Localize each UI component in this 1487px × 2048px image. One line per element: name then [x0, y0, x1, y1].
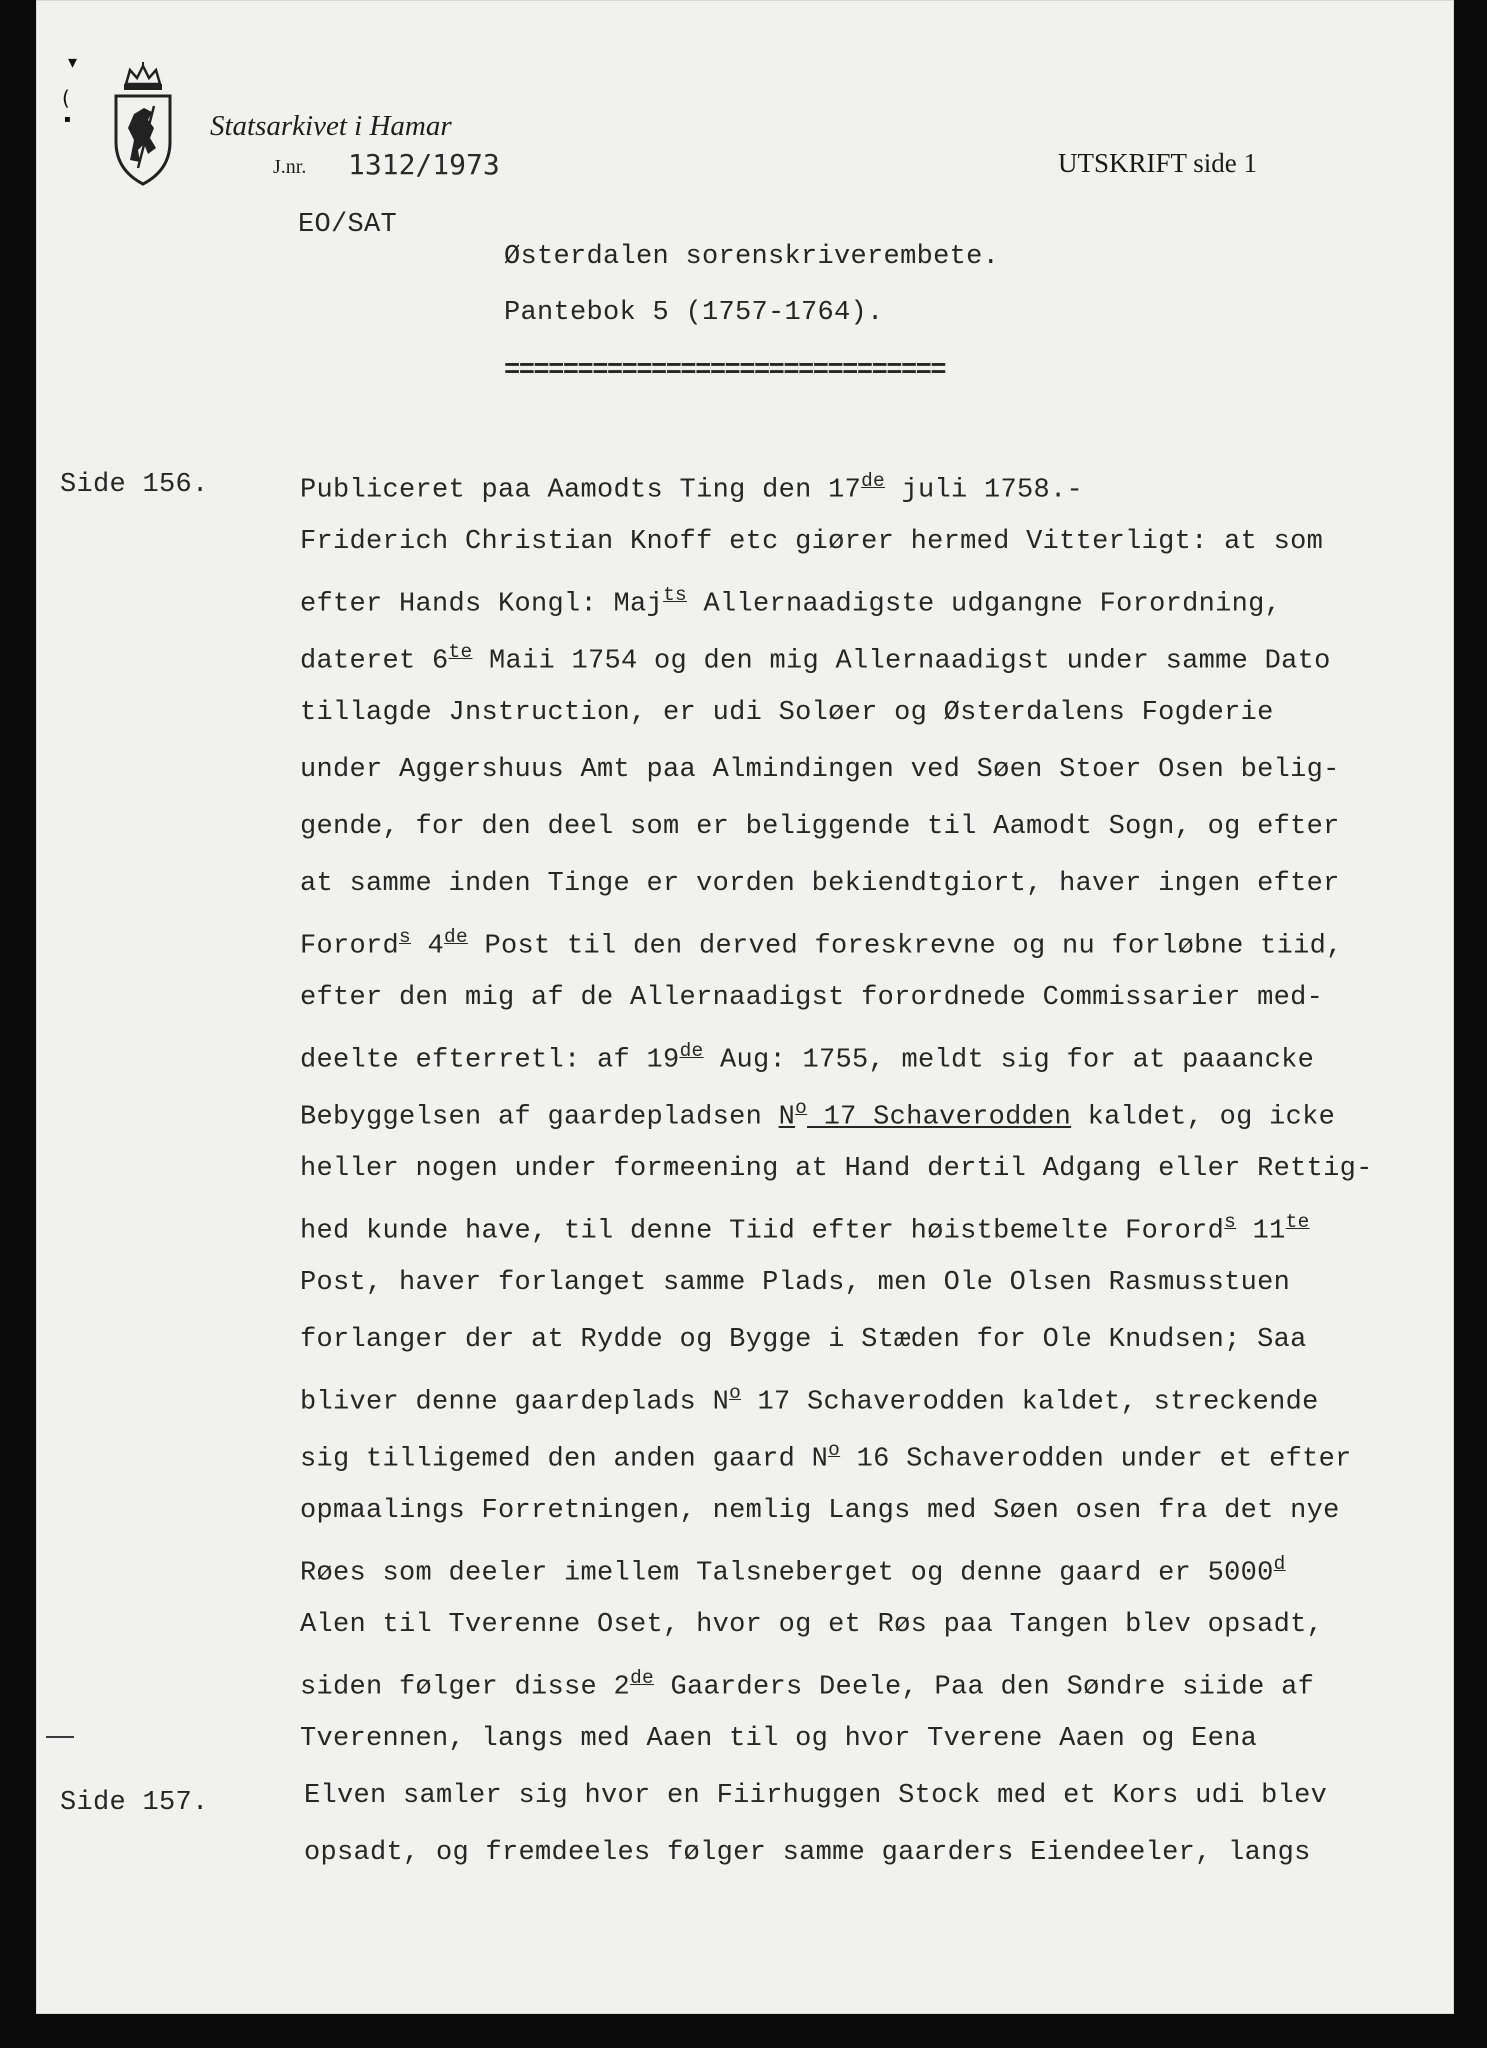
body-line: Røes som deeler imellem Talsneberget og denne gaard er 5000$^d$ [300, 1553, 1286, 1589]
separator-line: ============================== [504, 356, 946, 386]
document-page [36, 0, 1454, 2014]
punch-mark: ▪ [64, 114, 71, 125]
body-line: Friderich Christian Knoff etc giører hermed Vitterligt: at som [300, 527, 1324, 557]
body-line: deelte efterretl: af 19de Aug: 1755, meldt sig for at paaancke [300, 1040, 1315, 1076]
utskrift-page-label [1058, 148, 1257, 179]
punch-mark: ▾ [68, 52, 78, 73]
body-line: heller nogen under formeening at Hand dertil Adgang eller Rettig- [300, 1154, 1373, 1184]
archive-name: Statsarkivet i Hamar [210, 110, 452, 142]
norwegian-coat-of-arms-logo [108, 62, 178, 186]
body-line: Publiceret paa Aamodts Ting den 17de juli 1758.- [300, 470, 1084, 506]
body-line: siden følger disse 2de Gaarders Deele, Paa den Søndre siide af [300, 1667, 1315, 1703]
office-title: Østerdalen sorenskriverembete. [504, 242, 1000, 272]
jnr-label: J.nr. [273, 156, 307, 178]
body-line: tillagde Jnstruction, er udi Soløer og Østerdalens Fogderie [300, 698, 1274, 728]
body-line: efter Hands Kongl: Maj$^{ts}$ Allernaadigste udgangne Forordning, [300, 584, 1282, 620]
margin-rule [46, 1736, 74, 1738]
margin-ref-side-156: Side 156. [60, 470, 209, 500]
body-line: Elven samler sig hvor en Fiirhuggen Stock med et Kors udi blev [304, 1781, 1328, 1811]
body-line: hed kunde have, til denne Tiid efter høistbemelte Forord$^s$ $11^{te}$ [300, 1211, 1310, 1247]
body-line: opsadt, og fremdeeles følger samme gaarders Eiendeeler, langs [304, 1838, 1311, 1868]
book-title: Pantebok 5 (1757-1764). [504, 298, 884, 328]
utskrift-label: UTSKRIFT side [1058, 148, 1237, 178]
body-line: Tverennen, langs med Aaen til og hvor Tverene Aaen og Eena [300, 1724, 1258, 1754]
jnr-value: 1312/1973 [348, 148, 500, 181]
body-line: opmaalings Forretningen, nemlig Langs med Søen osen fra det nye [300, 1496, 1340, 1526]
body-line: dateret $6^{te}$ Maii 1754 og den mig Allernaadigst under samme Dato [300, 641, 1331, 677]
body-line: forlanger der at Rydde og Bygge i Stæden for Ole Knudsen; Saa [300, 1325, 1307, 1355]
punch-mark: ( [62, 86, 70, 110]
body-line: under Aggershuus Amt paa Almindingen ved Søen Stoer Osen belig- [300, 755, 1340, 785]
body-line: Forord$^s$ 4de Post til den derved foreskrevne og nu forløbne tiid, [300, 926, 1343, 962]
body-line: at samme inden Tinge er vorden bekiendtgiort, haver ingen efter [300, 869, 1340, 899]
body-line: Alen til Tverenne Oset, hvor og et Røs paa Tangen blev opsadt, [300, 1610, 1324, 1640]
body-line: bliver denne gaardeplads $N^o$ 17 Schaverodden kaldet, streckende [300, 1382, 1319, 1418]
body-line: sig tilligemed den anden gaard $N^o$ 16 Schaverodden under et efter [300, 1439, 1352, 1475]
utskrift-page-number: 1 [1243, 148, 1258, 178]
body-line: Bebyggelsen af gaardepladsen $N^o$ 17 Schaverodden kaldet, og icke [300, 1097, 1336, 1133]
initials: EO/SAT [298, 210, 398, 240]
margin-ref-side-157: Side 157. [60, 1788, 209, 1818]
body-line: gende, for den deel som er beliggende til Aamodt Sogn, og efter [300, 812, 1340, 842]
body-line: Post, haver forlanget samme Plads, men Ole Olsen Rasmusstuen [300, 1268, 1291, 1298]
body-line: efter den mig af de Allernaadigst forordnede Commissarier med- [300, 983, 1324, 1013]
